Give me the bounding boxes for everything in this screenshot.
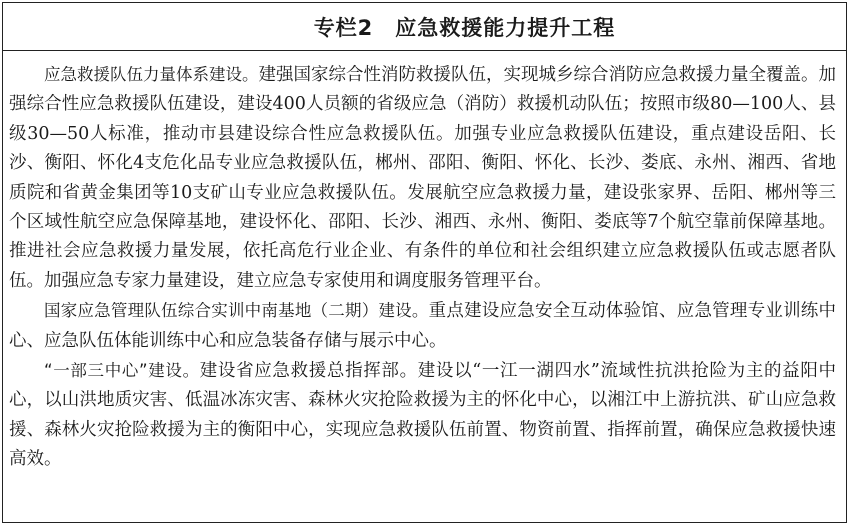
paragraph-text: 重点建设应急安全互动体验馆、应急管理专业训练中心、应急队伍体能训练中心和应急装备存储与展示中心。 [9, 301, 837, 351]
paragraph-text: 建强国家综合性消防救援队伍，实现城乡综合消防应急救援力量全覆盖。加强综合性应急救援队伍建设，建设400人员额的省级应急（消防）救援机动队伍；按照市级80—100人、县级30—50人标准，推动市县建设综合性应急救援队伍。加强专业应急救援队伍建设，重点建设岳阳、长沙、衡阳、怀化4支危化品专业应急救援队伍，郴州、邵阳、衡阳、怀化、长沙、娄底、永州、湘西、省地质院和省黄金集团等10支矿山专业应急救援队伍。发展航空应急救援力量，建设张家界、岳阳、郴州等三个区域性航空应急保障基地，建设怀化、邵阳、长沙、湘西、永州、衡阳、娄底等7个航空靠前保障基地。推进社会应急救援力量发展，依托高危行业企业、有条件的单位和社会组织建立应急救援队伍或志愿者队伍。加强应急专家力量建设，建立应急专家使用和调度服务管理平台。 [9, 65, 836, 291]
paragraph-training-base [9, 296, 836, 356]
paragraph-one-hq-three-centers [9, 356, 836, 475]
paragraph-rescue-team-system [9, 60, 836, 296]
paragraph-heading: “一部三中心”建设。 [44, 361, 200, 381]
info-panel [2, 2, 847, 523]
panel-body [3, 51, 846, 475]
paragraph-heading: 应急救援队伍力量体系建设。 [44, 65, 259, 84]
paragraph-heading: 国家应急管理队伍综合实训中南基地（二期）建设。 [44, 301, 429, 321]
panel-header [3, 3, 846, 51]
panel-title: 专栏2 应急救援能力提升工程 [313, 15, 616, 40]
paragraph-text: 建设省应急救援总指挥部。建设以“一江一湖四水”流域性抗洪抢险为主的益阳中心，以山洪地质灾害、低温冰冻灾害、森林火灾抢险救援为主的怀化中心，以湘江中上游抗洪、矿山应急救援、森林火灾抢险救援为主的衡阳中心，实现应急救援队伍前置、物资前置、指挥前置，确保应急救援快速高效。 [9, 361, 836, 470]
